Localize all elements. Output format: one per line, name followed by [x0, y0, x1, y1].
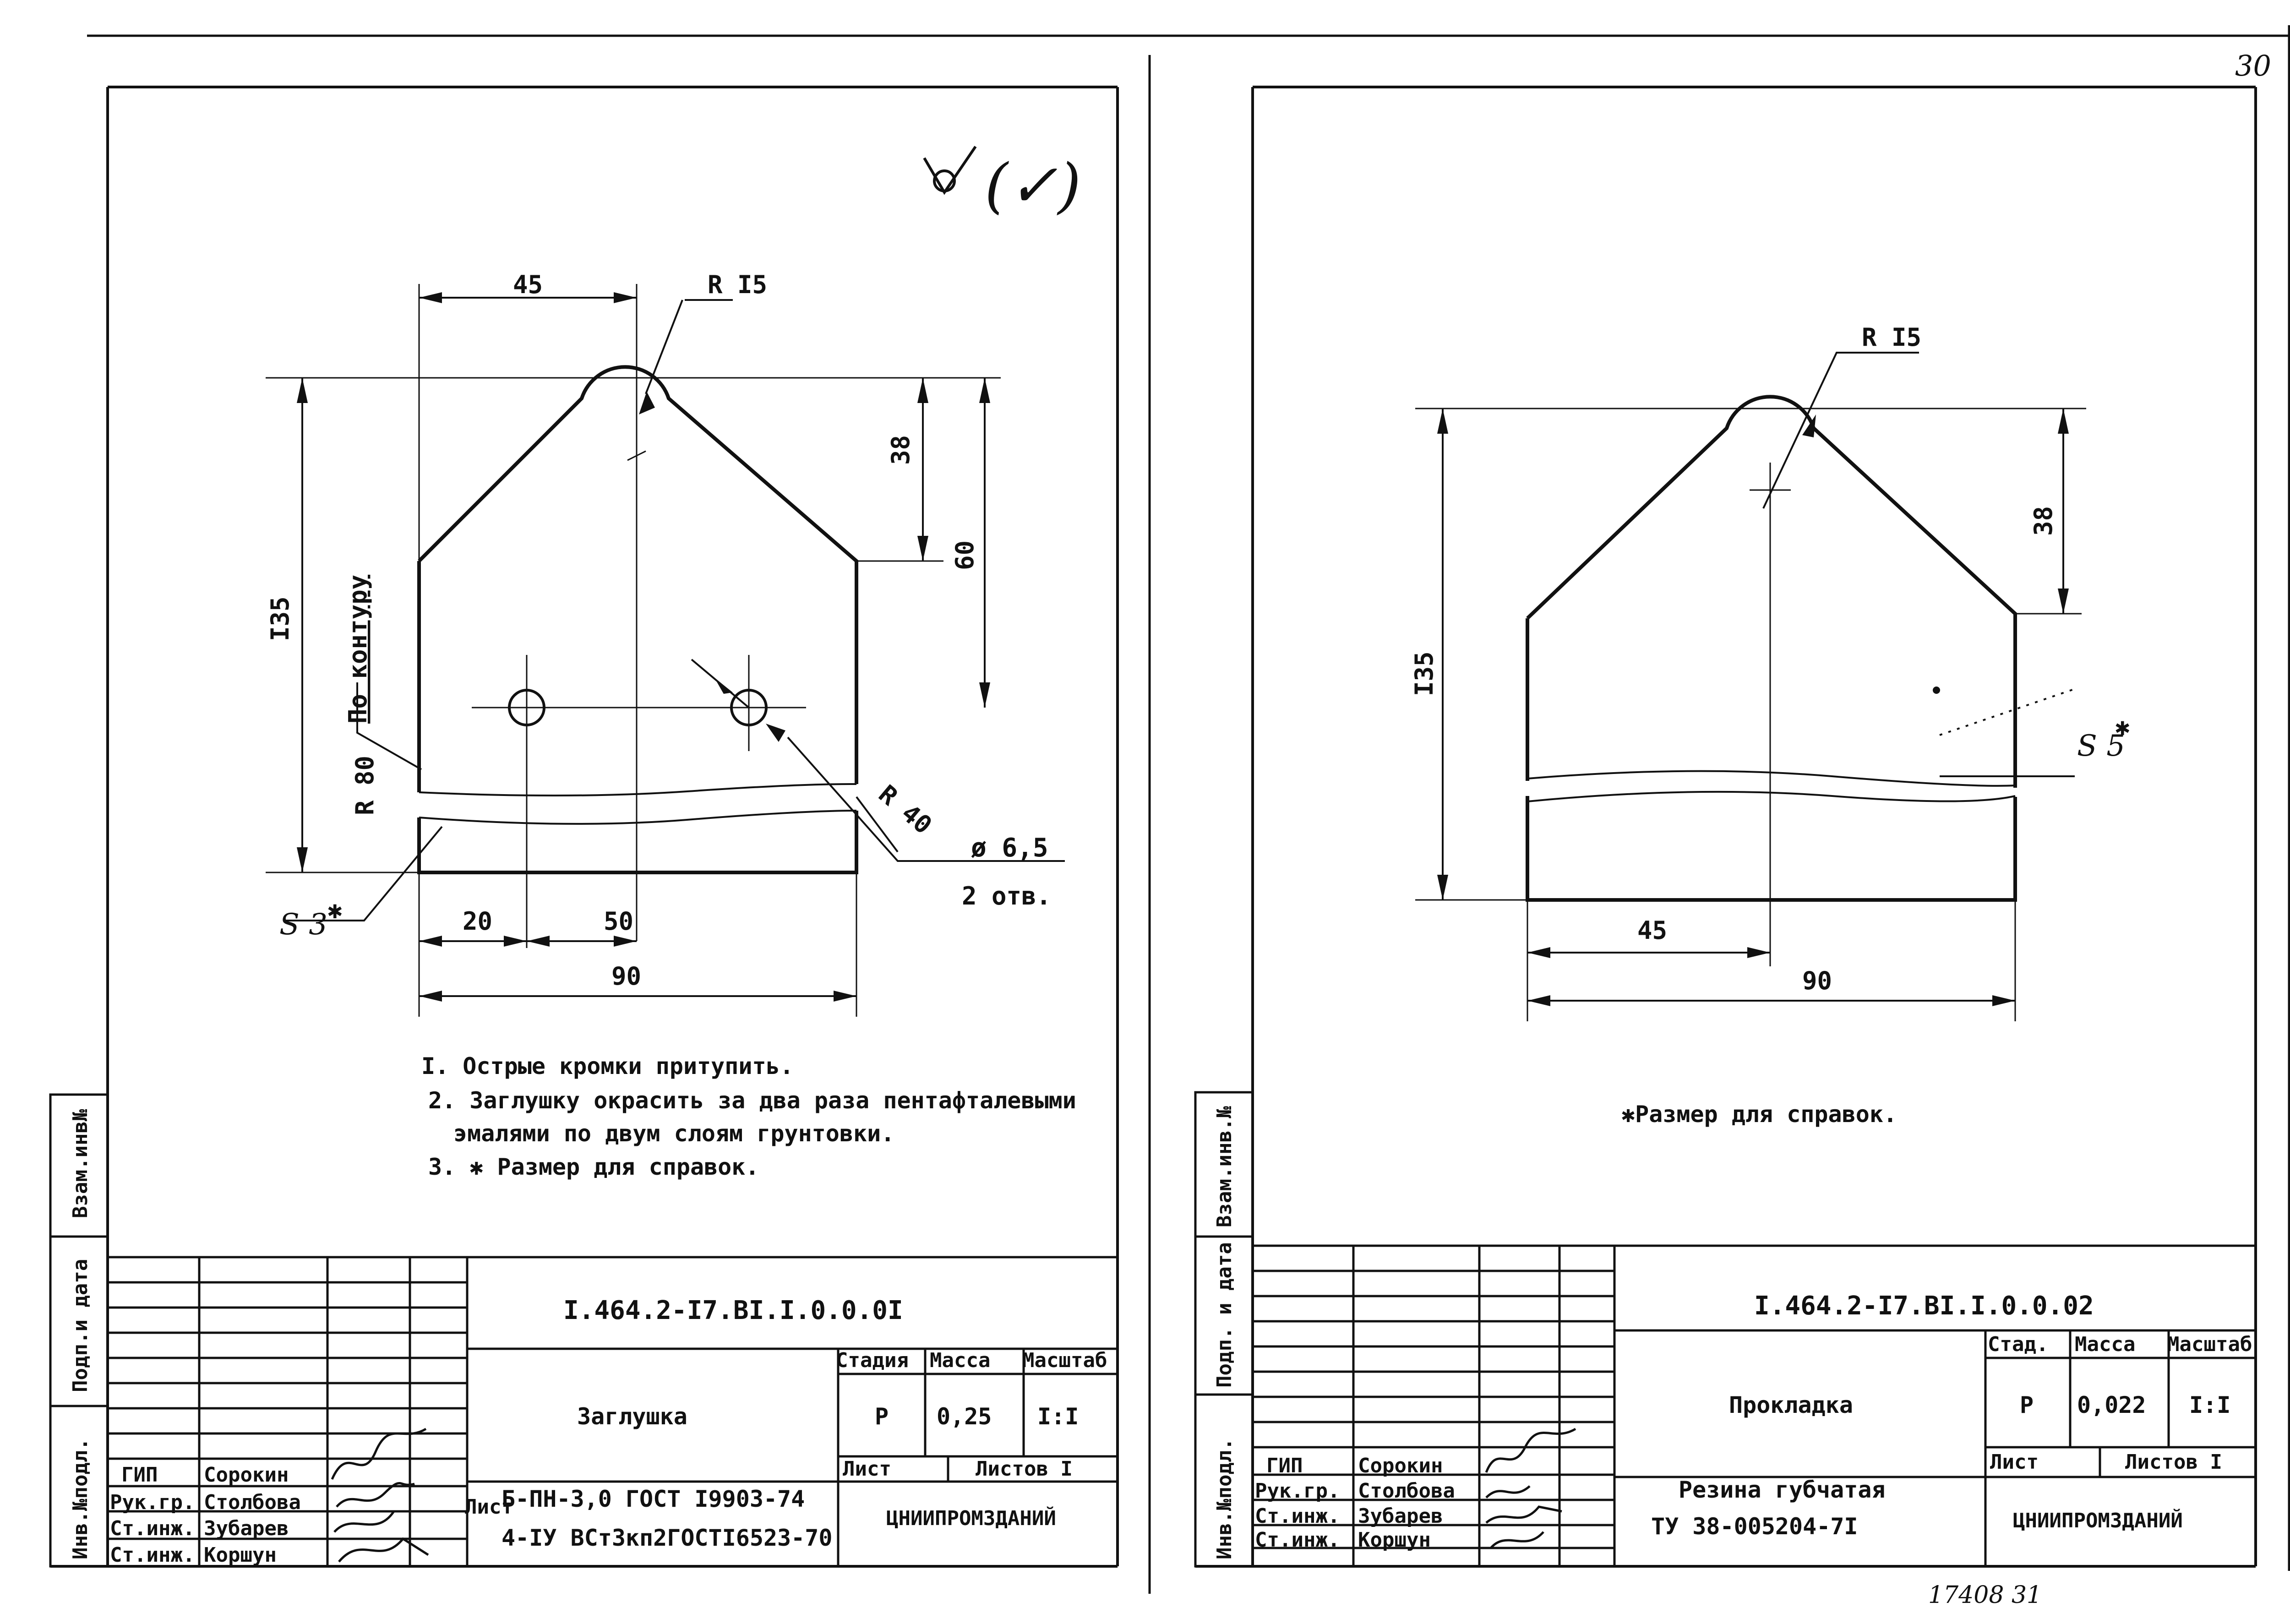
dim-38-right: 38 — [2029, 506, 2058, 536]
organization-name: ЦНИИПРОМЗДАНИЙ — [886, 1507, 1056, 1530]
col-scale-header-right: Масштаб — [2167, 1333, 2252, 1356]
dim-holes-count: 2 отв. — [962, 882, 1052, 910]
col-mass-header: Масса — [930, 1349, 991, 1372]
left-signatures — [332, 1429, 428, 1562]
dim-r15-right: R I5 — [1862, 323, 1922, 352]
dim-s3: S 3 — [279, 908, 327, 942]
dim-20: 20 — [463, 907, 493, 936]
right-side-stamp-replacement: Взам.инв.№ — [1213, 1106, 1236, 1227]
material-line-2: 4-IУ ВСт3кп2ГОСТI6523-70 — [502, 1525, 833, 1551]
stage-value-right: Р — [2020, 1392, 2034, 1418]
dim-60: 60 — [950, 540, 979, 570]
col-scale-header: Масштаб — [1022, 1349, 1107, 1372]
callout-point-icon — [1933, 687, 1940, 694]
dim-38: 38 — [886, 435, 915, 465]
col-stage-header: Стадия — [836, 1349, 909, 1372]
dim-45-right: 45 — [1637, 916, 1668, 945]
left-part-outline — [419, 367, 856, 872]
left-arrowheads — [297, 292, 990, 1002]
left-sheet — [50, 87, 1118, 1567]
role-senior-engineer-2-right: Ст.инж. — [1255, 1528, 1340, 1552]
name-zubarev-right: Зубарев — [1358, 1504, 1443, 1528]
reference-star-icon-right: ✱ — [2115, 712, 2130, 741]
role-group-lead-right: Рук.гр. — [1255, 1479, 1340, 1503]
stage-value: Р — [875, 1403, 889, 1430]
col-stage-header-right: Стад. — [1988, 1333, 2049, 1356]
dim-r15: R I5 — [708, 270, 768, 299]
sheets-label-right: Листов I — [2125, 1450, 2222, 1474]
role-chief-engineer-right: ГИП — [1266, 1454, 1303, 1477]
name-stolbova-right: Столбова — [1358, 1479, 1455, 1503]
dim-45: 45 — [513, 270, 543, 299]
note-line-4: 3. ✱ Размер для справок. — [428, 1154, 759, 1180]
footer-note: 17408 31 — [1928, 1581, 2042, 1609]
dim-s5: S 5 — [2077, 729, 2125, 763]
name-sorokin: Сорокин — [204, 1463, 289, 1487]
note-line-2: 2. Заглушку окрасить за два раза пентафталевыми — [428, 1087, 1076, 1114]
note-line-1: I. Острые кромки притупить. — [421, 1053, 794, 1079]
dim-r40: R 40 — [873, 779, 938, 840]
right-part-outline — [1527, 397, 2015, 900]
side-stamp-inventory: Инв.№подл. — [69, 1438, 92, 1559]
right-side-stamp-signature: Подп. и дата — [1213, 1242, 1236, 1388]
material-label: Лист — [465, 1495, 513, 1519]
role-group-lead: Рук.гр. — [110, 1491, 195, 1514]
roughness-symbol: (✓) — [985, 151, 1081, 220]
name-korshun-right: Коршун — [1358, 1528, 1431, 1552]
reference-star-icon: ✱ — [327, 895, 343, 924]
drawing-code: I.464.2-I7.BI.I.0.0.0I — [563, 1296, 903, 1325]
role-chief-engineer: ГИП — [121, 1463, 158, 1487]
sheet-label-right: Лист — [1990, 1450, 2039, 1474]
name-korshun: Коршун — [204, 1543, 277, 1567]
material-line-2-right: ТУ 38-005204-7I — [1651, 1513, 1858, 1540]
right-construction-lines — [1415, 409, 2086, 1021]
sheets-label: Листов I — [976, 1457, 1073, 1481]
right-dimension-lines — [1443, 353, 2075, 1001]
right-note: ✱Размер для справок. — [1621, 1101, 1897, 1128]
name-sorokin-right: Сорокин — [1358, 1454, 1443, 1477]
right-arrowheads — [1437, 409, 2069, 1006]
material-line-1-right: Резина губчатая — [1679, 1477, 1886, 1503]
dim-135-right: I35 — [1410, 651, 1439, 696]
dim-hole-diameter: ø 6,5 — [971, 833, 1048, 863]
dim-135: I35 — [266, 596, 294, 641]
name-zubarev: Зубарев — [204, 1517, 289, 1540]
material-line-1: Б-ПН-3,0 ГОСТ I9903-74 — [502, 1486, 805, 1512]
col-mass-header-right: Масса — [2075, 1333, 2136, 1356]
side-stamp-signature: Подп.и дата — [69, 1259, 92, 1392]
mass-value-right: 0,022 — [2077, 1392, 2146, 1418]
drawing-code-right: I.464.2-I7.BI.I.0.0.02 — [1754, 1291, 2094, 1321]
note-line-3: эмалями по двум слоям грунтовки. — [453, 1120, 895, 1147]
part-name-right: Прокладка — [1729, 1392, 1853, 1418]
dim-50: 50 — [604, 907, 634, 936]
scale-value: I:I — [1037, 1403, 1079, 1430]
dim-90-right: 90 — [1802, 966, 1832, 995]
right-sheet — [1195, 87, 2256, 1566]
dim-r80: R 80 — [350, 755, 379, 815]
role-senior-engineer-2: Ст.инж. — [110, 1543, 195, 1567]
roughness-symbol-icon — [924, 147, 976, 192]
side-stamp-replacement: Взам.инв№ — [69, 1109, 92, 1218]
mass-value: 0,25 — [937, 1403, 992, 1430]
contour-label: По контуру — [344, 574, 372, 724]
name-stolbova: Столбова — [204, 1491, 301, 1514]
sheet-label: Лист — [843, 1457, 891, 1481]
right-side-stamp-inventory: Инв.№подл. — [1213, 1438, 1236, 1559]
page-number: 30 — [2235, 49, 2271, 82]
role-senior-engineer-1: Ст.инж. — [110, 1517, 195, 1540]
part-name: Заглушка — [577, 1403, 687, 1430]
scale-value-right: I:I — [2189, 1392, 2231, 1418]
dim-90: 90 — [611, 962, 642, 991]
organization-name-right: ЦНИИПРОМЗДАНИЙ — [2013, 1509, 2183, 1532]
role-senior-engineer-1-right: Ст.инж. — [1255, 1504, 1340, 1528]
